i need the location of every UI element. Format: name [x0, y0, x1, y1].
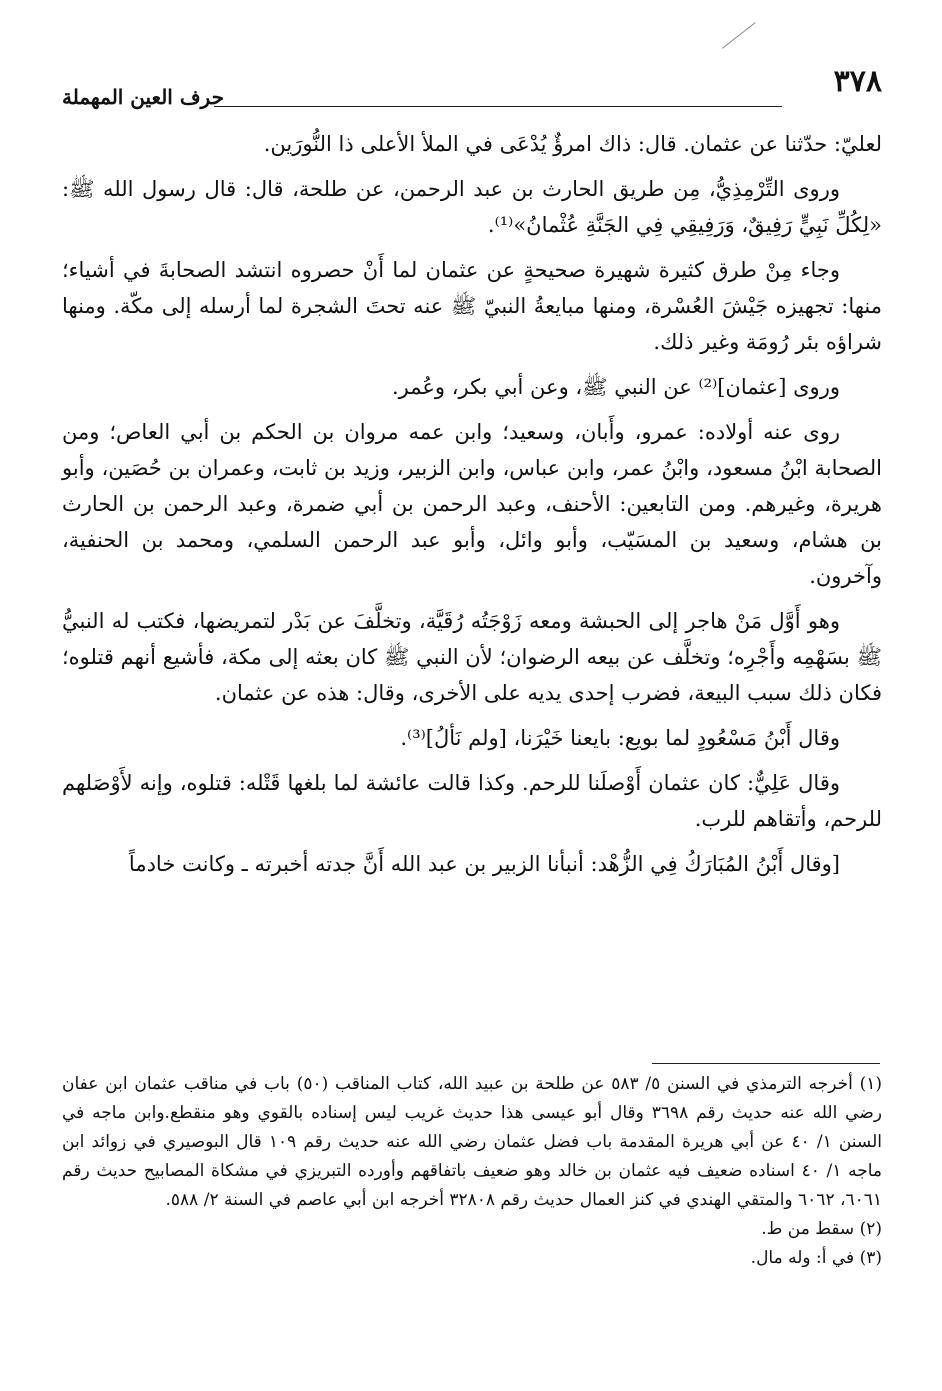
paragraph: وجاء مِنْ طرق كثيرة شهيرة صحيحةٍ عن عثمان لما أَنْ حصروه انتشد الصحابةَ في أشياء؛ منها: تجهيزه جَيْشَ العُسْرة، ومنها مبايعةُ النبيّ ﷺ عنه تحتَ الشجرة لما أرسله إلى مكّة. ومنها شراؤه بئر رُومَة وغير ذلك.	[62, 258, 882, 354]
paragraph: لعليّ: حدّثنا عن عثمان. قال: ذاك امرؤٌ يُدْعَى في الملأ الأعلى ذا النُّورَين.	[263, 132, 882, 156]
page-header	[62, 62, 882, 112]
main-text	[62, 126, 882, 891]
paragraph: وروى [عثمان]⁽²⁾ عن النبي ﷺ، وعن أبي بكر، وعُمر.	[391, 375, 840, 399]
footnote-rule	[652, 1063, 880, 1064]
paragraph: وقال أَبْنُ مَسْعُودٍ لما بويع: بايعنا خَيْرَنا، [ولم نَألُ]⁽³⁾.	[400, 726, 840, 750]
paragraph: [وقال أَبْنُ المُبَارَكُ فِي الزُّهْد: أنبأنا الزبير بن عبد الله أَنَّ جدته أخبرته ـ وكانت خادماً	[128, 852, 840, 876]
paragraph: وهو أَوَّل مَنْ هاجر إلى الحبشة ومعه زَوْجَتُه رُقَيَّة، وتخلَّفَ عن بَدْر لتمريضها، فكتب له النبيُّ ﷺ بسَهْمِه وأَجْرِه؛ وتخلَّف عن بيعه الرضوان؛ لأن النبي ﷺ كان بعثه إلى مكة، فأشيع أنهم قتلوه؛ فكان ذلك سبب البيعة، فضرب إحدى يديه على الأخرى، وقال: هذه عن عثمان.	[62, 609, 882, 705]
running-title: حرف العين المهملة	[62, 85, 224, 109]
footnotes	[62, 1070, 882, 1273]
paragraph: روى عنه أولاده: عمرو، وأَبان، وسعيد؛ وابن عمه مروان بن الحكم بن أبي العاص؛ ومن الصحابة ابْنُ مسعود، وابْنُ عمر، وابن عباس، وابن الزبير، وزيد بن ثابت، وعمران بن حُصَين، وأبو هريرة، وغيرهم. ومن التابعين: الأحنف، وعبد الرحمن بن أبي ضمرة، وعبد الرحمن بن الحارث بن هشام، وسعيد بن المسَيّب، وأبو وائل، وأبو عبد الرحمن السلمي، ومحمد بن الحنفية، وآخرون.	[62, 420, 882, 588]
footnote: (٢) سقط من ط.	[761, 1219, 882, 1239]
footnote: (١) أخرجه الترمذي في السنن ٥/ ٥٨٣ عن طلحة بن عبيد الله، كتاب المناقب (٥٠) باب في مناقب عثمان ابن عفان رضي الله عنه حديث رقم ٣٦٩٨ وقال أبو عيسى هذا حديث غريب ليس إسناده بالقوي وهو منقطع.وابن ماجه في السنن ١/ ٤٠ عن أبي هريرة المقدمة باب فضل عثمان رضي الله عنه حديث رقم ١٠٩ قال البوصيري في زوائد ابن ماجه ١/ ٤٠ اسناده ضعيف فيه عثمان بن خالد وهو ضعيف باتفاقهم وأورده التبريزي في مشكاة المصابيح حديث رقم ٦٠٦١، ٦٠٦٢ والمتقي الهندي في كنز العمال حديث رقم ٣٢٨٠٨ أخرجه ابن أبي عاصم في السنة ٢/ ٥٨٨.	[62, 1074, 883, 1210]
footnote: (٣) في أ: وله مال.	[750, 1248, 882, 1268]
paragraph: وقال عَلِيٌّ: كان عثمان أَوْصلَنا للرحم. وكذا قالت عائشة لما بلغها قَتْله: قتلوه، وإنه لأَوْصَلهم للرحم، وأتقاهم للرب.	[62, 771, 882, 831]
paragraph: وروى التِّرْمِذِيُّ، مِن طريق الحارث بن عبد الرحمن، عن طلحة، قال: قال رسول الله ﷺ: «لِكُلِّ نَبِيٍّ رَفِيقٌ، وَرَفِيقِي فِي الجَنَّةِ عُثْمانُ»⁽¹⁾.	[62, 177, 882, 237]
header-rule	[214, 106, 782, 107]
page-number: ٣٧٨	[833, 64, 882, 99]
